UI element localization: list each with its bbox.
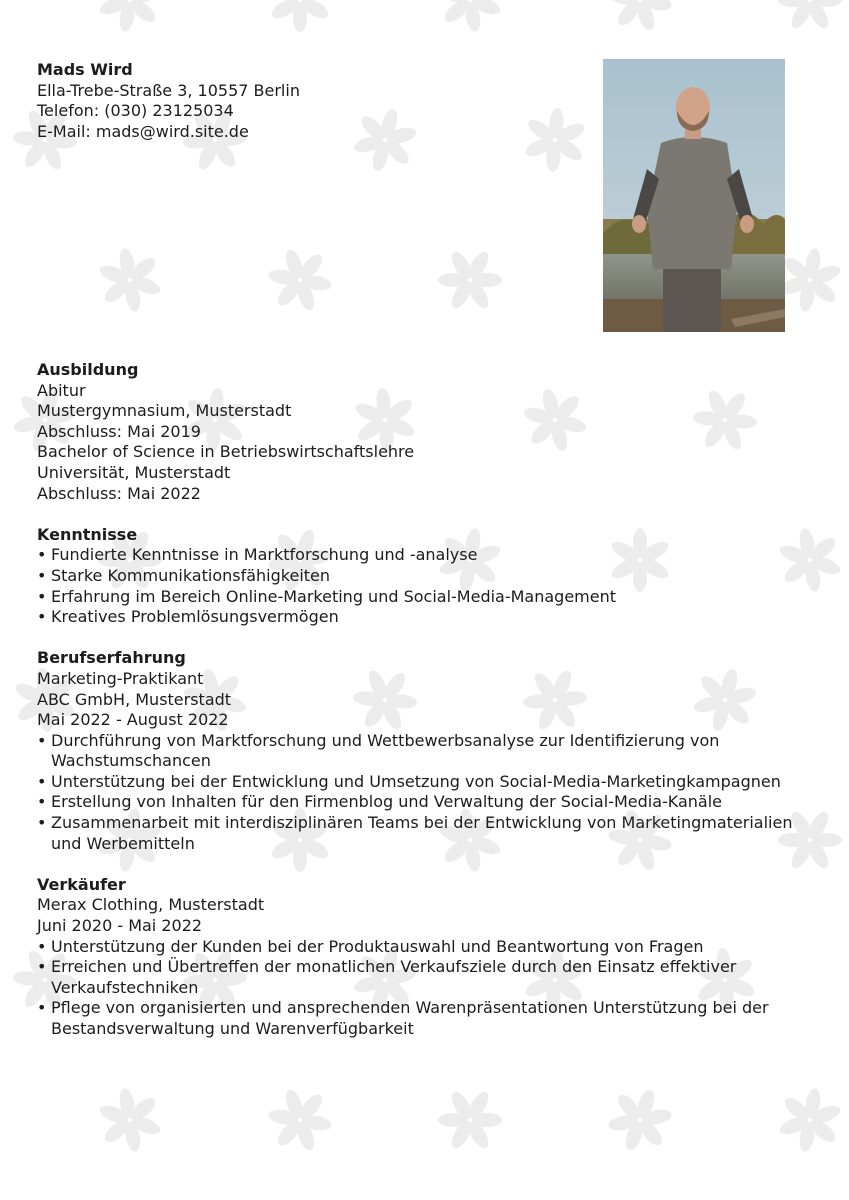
experience-title: Berufserfahrung	[37, 648, 186, 668]
job-task-item: • Pflege von organisierten und ansprechenden Warenpräsentationen Unterstützung bei der Bestandsverwaltung und Warenverfügbarkeit	[37, 998, 797, 1039]
contact-header	[37, 60, 300, 142]
education-line: Abschluss: Mai 2022	[37, 483, 201, 503]
job-task-item: • Durchführung von Marktforschung und Wettbewerbsanalyse zur Identifizierung von Wachstumschancen	[37, 731, 797, 772]
education-line: Universität, Musterstadt	[37, 462, 231, 482]
phone: Telefon: (030) 23125034	[37, 101, 234, 121]
education-line: Bachelor of Science in Betriebswirtschaftslehre	[37, 442, 415, 462]
job-role-title: Verkäufer	[37, 874, 126, 894]
job-company: ABC GmbH, Musterstadt	[37, 689, 232, 709]
education-line: Mustergymnasium, Musterstadt	[37, 401, 292, 421]
skill-item: • Starke Kommunikationsfähigkeiten	[37, 566, 797, 587]
applicant-photo	[603, 59, 785, 332]
job-task-item: • Unterstützung bei der Entwicklung und Umsetzung von Social-Media-Marketingkampagnen	[37, 772, 797, 793]
job-task-item: • Erstellung von Inhalten für den Firmenblog und Verwaltung der Social-Media-Kanäle	[37, 792, 797, 813]
skill-item: • Erfahrung im Bereich Online-Marketing und Social-Media-Management	[37, 587, 797, 608]
education-title: Ausbildung	[37, 360, 139, 379]
job-tasks-list	[37, 731, 797, 855]
email: E-Mail: mads@wird.site.de	[37, 121, 249, 141]
job2-section	[37, 875, 797, 1040]
skills-title: Kenntnisse	[37, 524, 138, 544]
job-period: Juni 2020 - Mai 2022	[37, 916, 203, 936]
job-task-item: • Zusammenarbeit mit interdisziplinären Teams bei der Entwicklung von Marketingmaterialien und Werbemitteln	[37, 813, 797, 854]
skills-list	[37, 545, 797, 627]
skill-item: • Fundierte Kenntnisse in Marktforschung und -analyse	[37, 545, 797, 566]
job-period: Mai 2022 - August 2022	[37, 710, 229, 730]
education-section	[37, 360, 797, 504]
address: Ella-Trebe-Straße 3, 10557 Berlin	[37, 80, 300, 100]
skills-section	[37, 525, 797, 628]
job-role: Marketing-Praktikant	[37, 668, 204, 688]
skill-item: • Kreatives Problemlösungsvermögen	[37, 607, 797, 628]
job-task-item: • Unterstützung der Kunden bei der Produktauswahl und Beantwortung von Fragen	[37, 937, 797, 958]
job-task-item: • Erreichen und Übertreffen der monatlichen Verkaufsziele durch den Einsatz effektiver Verkaufstechniken	[37, 957, 797, 998]
education-line: Abitur	[37, 380, 86, 400]
resume-body	[37, 360, 797, 1060]
experience-section	[37, 648, 797, 854]
education-line: Abschluss: Mai 2019	[37, 421, 201, 441]
applicant-name: Mads Wird	[37, 60, 133, 79]
job-tasks-list	[37, 937, 797, 1040]
job-company: Merax Clothing, Musterstadt	[37, 895, 265, 915]
